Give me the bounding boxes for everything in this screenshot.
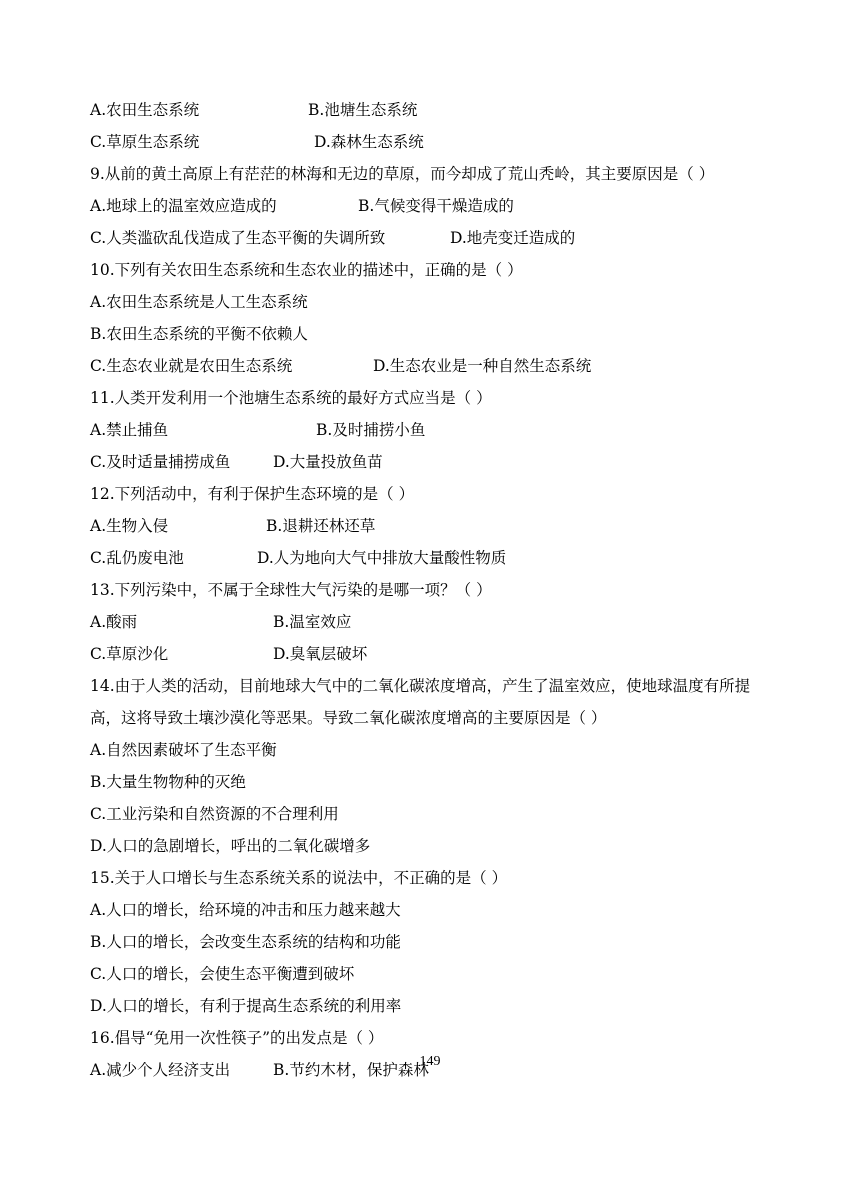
option-line <box>90 548 507 568</box>
option-a: A.酸雨 <box>90 613 138 631</box>
option-b: B.退耕还林还草 <box>266 517 376 535</box>
option-c: C.草原沙化 <box>90 645 169 663</box>
question-13: 13.下列污染中，不属于全球性大气污染的是哪一项？（ ） <box>90 581 492 599</box>
question-10: 10.下列有关农田生态系统和生态农业的描述中，正确的是（ ） <box>90 261 523 279</box>
option-d: D.地壳变迁造成的 <box>450 229 576 247</box>
question-14: 14.由于人类的活动，目前地球大气中的二氧化碳浓度增高，产生了温室效应，使地球温度有所提高，这将导致土壤沙漠化等恶果。导致二氧化碳浓度增高的主要原因是（ ） <box>90 677 751 727</box>
option-d: D.大量投放鱼苗 <box>273 453 383 471</box>
option-c: C.生态农业就是农田生态系统 <box>90 357 293 375</box>
option-b: B.节约木材，保护森林 <box>273 1061 429 1079</box>
question-9: 9.从前的黄土高原上有茫茫的林海和无边的草原，而今却成了荒山秃岭，其主要原因是（ ） <box>90 165 715 183</box>
option-c: C.及时适量捕捞成鱼 <box>90 453 231 471</box>
option-b: B.农田生态系统的平衡不依赖人 <box>90 325 308 343</box>
option-d: D.人口的增长，有利于提高生态系统的利用率 <box>90 997 402 1015</box>
option-d: D.人口的急剧增长，呼出的二氧化碳增多 <box>90 837 371 855</box>
option-a: A.地球上的温室效应造成的 <box>90 197 277 215</box>
option-line <box>90 100 418 120</box>
option-c: C.人类滥砍乱伐造成了生态平衡的失调所致 <box>90 229 386 247</box>
option-b: B.温室效应 <box>273 613 352 631</box>
page-number: 149 <box>419 1054 441 1069</box>
option-b: B.大量生物物种的灭绝 <box>90 773 246 791</box>
option-line <box>90 356 592 376</box>
option-d: D.臭氧层破坏 <box>273 645 368 663</box>
option-a: A.减少个人经济支出 <box>90 1061 231 1079</box>
option-b: B.池塘生态系统 <box>308 101 418 119</box>
option-c: C.草原生态系统 <box>90 133 200 151</box>
option-a: A.自然因素破坏了生态平衡 <box>90 741 277 759</box>
option-line <box>90 420 426 440</box>
option-b: B.气候变得干燥造成的 <box>358 197 514 215</box>
question-12: 12.下列活动中，有利于保护生态环境的是（ ） <box>90 485 415 503</box>
option-line <box>90 516 376 536</box>
option-line <box>90 612 352 632</box>
option-c: C.乱仍废电池 <box>90 549 184 567</box>
option-d: D.森林生态系统 <box>314 133 424 151</box>
option-a: A.人口的增长，给环境的冲击和压力越来越大 <box>90 901 401 919</box>
option-line <box>90 452 383 472</box>
option-b: B.及时捕捞小鱼 <box>316 421 426 439</box>
option-c: C.工业污染和自然资源的不合理利用 <box>90 805 339 823</box>
option-line <box>90 196 514 216</box>
option-line <box>90 228 576 248</box>
option-d: D.生态农业是一种自然生态系统 <box>373 357 592 375</box>
question-15: 15.关于人口增长与生态系统关系的说法中，不正确的是（ ） <box>90 869 508 887</box>
question-16: 16.倡导“免用一次性筷子”的出发点是（ ） <box>90 1029 384 1047</box>
option-line <box>90 644 368 664</box>
option-d: D.人为地向大气中排放大量酸性物质 <box>257 549 507 567</box>
option-a: A.农田生态系统 <box>90 101 200 119</box>
option-a: A.生物入侵 <box>90 517 169 535</box>
option-b: B.人口的增长，会改变生态系统的结构和功能 <box>90 933 401 951</box>
option-a: A.农田生态系统是人工生态系统 <box>90 293 308 311</box>
option-a: A.禁止捕鱼 <box>90 421 169 439</box>
option-c: C.人口的增长，会使生态平衡遭到破坏 <box>90 965 355 983</box>
option-line <box>90 132 424 152</box>
question-11: 11.人类开发利用一个池塘生态系统的最好方式应当是（ ） <box>90 389 492 407</box>
